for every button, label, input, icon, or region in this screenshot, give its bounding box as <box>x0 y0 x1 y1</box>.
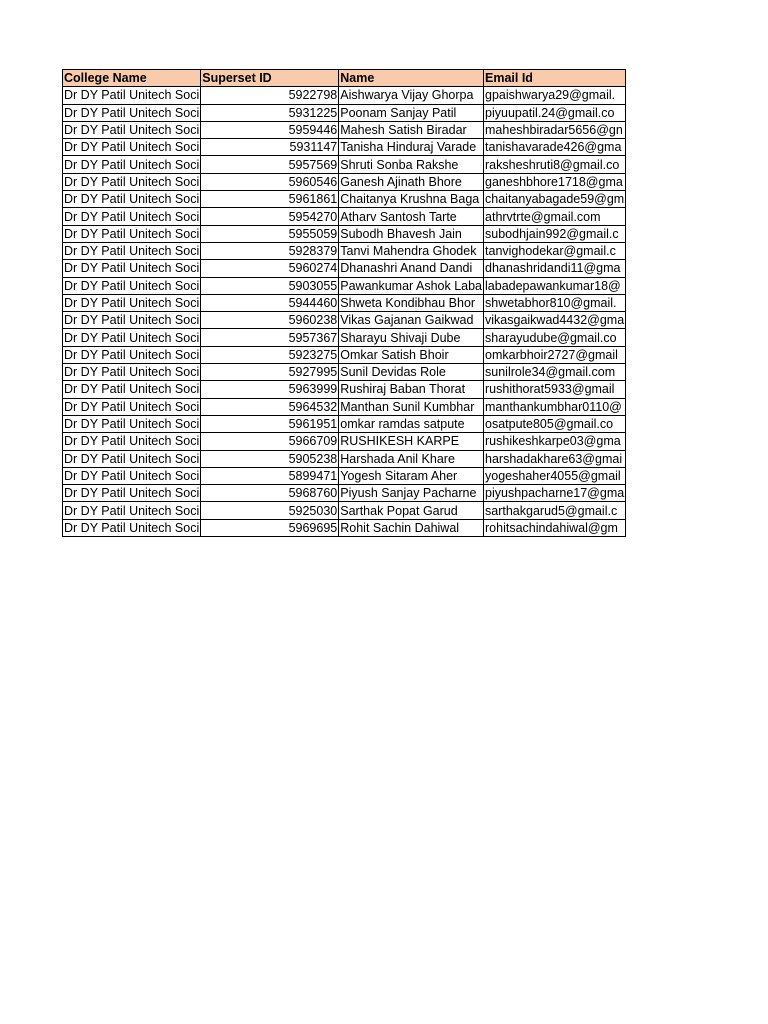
cell-email-id: vikasgaikwad4432@gma <box>485 313 625 328</box>
cell-name: Vikas Gajanan Gaikwad <box>339 312 484 329</box>
header-email-id: Email Id <box>484 70 626 87</box>
cell-college-name: Dr DY Patil Unitech Soci <box>64 417 200 432</box>
cell-email-id: gpaishwarya29@gmail. <box>484 87 626 104</box>
cell-name: Mahesh Satish Biradar <box>339 121 484 138</box>
cell-superset-id: 5923275 <box>201 346 339 363</box>
cell-superset-id: 5959446 <box>201 121 339 138</box>
table-row <box>63 294 626 311</box>
cell-name: omkar ramdas satpute <box>339 415 484 432</box>
cell-college-name: Dr DY Patil Unitech Soci <box>64 296 200 310</box>
cell-superset-id: 5961951 <box>201 415 339 432</box>
table-row <box>63 415 626 432</box>
table-row <box>63 450 626 467</box>
cell-superset-id: 5957367 <box>201 329 339 346</box>
cell-email-id: tanvighodekar@gmail.c <box>484 242 626 259</box>
cell-superset-id: 5905238 <box>201 450 339 467</box>
cell-name: Sunil Devidas Role <box>339 364 484 381</box>
cell-name: Tanisha Hinduraj Varade <box>339 139 484 156</box>
cell-college-name: Dr DY Patil Unitech Soci <box>64 520 200 535</box>
header-superset-id: Superset ID <box>201 70 339 87</box>
cell-college-name: Dr DY Patil Unitech Soci <box>64 209 200 224</box>
student-table <box>62 69 626 537</box>
table-row <box>63 519 626 536</box>
cell-name: Shruti Sonba Rakshe <box>339 156 484 173</box>
header-name: Name <box>339 70 484 87</box>
cell-superset-id: 5922798 <box>201 87 339 104</box>
table-row <box>63 485 626 502</box>
table-header <box>63 70 626 87</box>
table-row <box>63 87 626 104</box>
cell-name: Shweta Kondibhau Bhor <box>339 294 484 311</box>
cell-college-name: Dr DY Patil Unitech Soci <box>64 365 200 380</box>
cell-email-id: harshadakhare63@gmai <box>484 450 626 467</box>
cell-superset-id: 5957569 <box>201 156 339 173</box>
cell-email-id: subodhjain992@gmail.c <box>484 225 626 242</box>
cell-name: Sharayu Shivaji Dube <box>339 329 484 346</box>
cell-email-id: manthankumbhar0110@ <box>484 398 626 415</box>
cell-name: Poonam Sanjay Patil <box>339 104 484 121</box>
table-row <box>63 121 626 138</box>
cell-email-id: sarthakgarud5@gmail.c <box>484 502 626 519</box>
cell-email-id: yogeshaher4055@gmail <box>484 467 626 484</box>
table-row <box>63 242 626 259</box>
cell-college-name: Dr DY Patil Unitech Soci <box>64 192 200 207</box>
cell-email-id: raksheshruti8@gmail.co <box>484 156 626 173</box>
cell-superset-id: 5944460 <box>201 294 339 311</box>
cell-name: Chaitanya Krushna Baga <box>339 191 484 208</box>
cell-college-name: Dr DY Patil Unitech Soci <box>64 157 200 172</box>
table-row <box>63 502 626 519</box>
cell-college-name: Dr DY Patil Unitech Soci <box>64 486 200 501</box>
cell-superset-id: 5903055 <box>201 277 339 294</box>
table-row <box>63 104 626 121</box>
cell-superset-id: 5960274 <box>201 260 339 277</box>
cell-name: Harshada Anil Khare <box>339 450 484 467</box>
cell-email-id: osatpute805@gmail.co <box>484 415 626 432</box>
cell-college-name: Dr DY Patil Unitech Soci <box>64 226 200 241</box>
table-row <box>63 433 626 450</box>
table-row <box>63 225 626 242</box>
cell-email-id: labadepawankumar18@ <box>484 277 626 294</box>
cell-name: Subodh Bhavesh Jain <box>339 225 484 242</box>
table-row <box>63 139 626 156</box>
cell-email-id: sunilrole34@gmail.com <box>484 364 626 381</box>
cell-email-id: dhanashridandi11@gma <box>484 260 626 277</box>
table-row <box>63 277 626 294</box>
cell-college-name: Dr DY Patil Unitech Soci <box>64 468 200 483</box>
cell-name: Piyush Sanjay Pacharne <box>339 485 484 502</box>
cell-email-id: maheshbiradar5656@gn <box>484 121 626 138</box>
table-row <box>63 208 626 225</box>
table-row <box>63 260 626 277</box>
cell-name: Rushiraj Baban Thorat <box>339 381 484 398</box>
table-body <box>63 87 626 537</box>
cell-superset-id: 5969695 <box>201 519 339 536</box>
cell-superset-id: 5954270 <box>201 208 339 225</box>
cell-superset-id: 5927995 <box>201 364 339 381</box>
table-row <box>63 312 626 329</box>
cell-email-id: tanishavarade426@gma <box>484 139 626 156</box>
cell-name: Rohit Sachin Dahiwal <box>339 519 484 536</box>
cell-college-name: Dr DY Patil Unitech Soci <box>64 382 200 397</box>
cell-name: Manthan Sunil Kumbhar <box>339 398 484 415</box>
cell-superset-id: 5931147 <box>201 139 339 156</box>
table-row <box>63 398 626 415</box>
cell-email-id: rushithorat5933@gmail <box>484 381 626 398</box>
cell-email-id: shwetabhor810@gmail. <box>484 294 626 311</box>
cell-college-name: Dr DY Patil Unitech Soci <box>64 451 200 466</box>
cell-name: Dhanashri Anand Dandi <box>339 260 484 277</box>
cell-college-name: Dr DY Patil Unitech Soci <box>64 278 200 293</box>
header-row <box>63 70 626 87</box>
cell-name: Ganesh Ajinath Bhore <box>339 173 484 190</box>
cell-name: RUSHIKESH KARPE <box>339 433 484 450</box>
cell-college-name: Dr DY Patil Unitech Soci <box>64 123 200 138</box>
cell-superset-id: 5955059 <box>201 225 339 242</box>
cell-email-id: ganeshbhore1718@gma <box>484 173 626 190</box>
cell-name: Tanvi Mahendra Ghodek <box>339 242 484 259</box>
cell-college-name: Dr DY Patil Unitech Soci <box>64 261 200 276</box>
cell-college-name: Dr DY Patil Unitech Soci <box>64 313 200 328</box>
cell-name: Atharv Santosh Tarte <box>339 208 484 225</box>
table-row <box>63 173 626 190</box>
cell-superset-id: 5961861 <box>201 191 339 208</box>
cell-name: Aishwarya Vijay Ghorpa <box>339 87 484 104</box>
table-row <box>63 156 626 173</box>
cell-email-id: sharayudube@gmail.co <box>484 329 626 346</box>
cell-superset-id: 5931225 <box>201 104 339 121</box>
cell-email-id: rushikeshkarpe03@gma <box>484 433 626 450</box>
cell-superset-id: 5925030 <box>201 502 339 519</box>
cell-superset-id: 5968760 <box>201 485 339 502</box>
header-college-name: College Name <box>63 70 201 87</box>
cell-college-name: Dr DY Patil Unitech Soci <box>64 88 200 103</box>
table-row <box>63 364 626 381</box>
cell-email-id: piyuupatil.24@gmail.co <box>484 104 626 121</box>
cell-email-id: piyushpacharne17@gma <box>485 486 625 501</box>
cell-email-id: chaitanyabagade59@gm <box>485 192 625 207</box>
cell-college-name: Dr DY Patil Unitech Soci <box>64 244 200 259</box>
cell-superset-id: 5964532 <box>201 398 339 415</box>
table-row <box>63 381 626 398</box>
cell-college-name: Dr DY Patil Unitech Soci <box>64 105 200 120</box>
cell-college-name: Dr DY Patil Unitech Soci <box>64 174 200 189</box>
cell-name: Pawankumar Ashok Laba <box>340 278 483 293</box>
cell-email-id: athrvtrte@gmail.com <box>484 208 626 225</box>
table-row <box>63 346 626 363</box>
cell-superset-id: 5899471 <box>201 467 339 484</box>
cell-email-id: rohitsachindahiwal@gm <box>484 519 626 536</box>
table-row <box>63 329 626 346</box>
cell-college-name: Dr DY Patil Unitech Soci <box>64 399 200 414</box>
cell-name: Sarthak Popat Garud <box>339 502 484 519</box>
cell-college-name: Dr DY Patil Unitech Soci <box>64 434 200 449</box>
cell-college-name: Dr DY Patil Unitech Soci <box>64 503 200 518</box>
cell-superset-id: 5966709 <box>201 433 339 450</box>
cell-superset-id: 5960238 <box>201 312 339 329</box>
cell-college-name: Dr DY Patil Unitech Soci <box>64 140 200 155</box>
table-row <box>63 191 626 208</box>
table-row <box>63 467 626 484</box>
cell-name: Yogesh Sitaram Aher <box>339 467 484 484</box>
cell-name: Omkar Satish Bhoir <box>339 346 484 363</box>
cell-superset-id: 5963999 <box>201 381 339 398</box>
cell-email-id: omkarbhoir2727@gmail <box>484 346 626 363</box>
cell-superset-id: 5960546 <box>201 173 339 190</box>
cell-college-name: Dr DY Patil Unitech Soci <box>64 347 200 362</box>
cell-college-name: Dr DY Patil Unitech Soci <box>64 330 200 345</box>
cell-superset-id: 5928379 <box>201 242 339 259</box>
